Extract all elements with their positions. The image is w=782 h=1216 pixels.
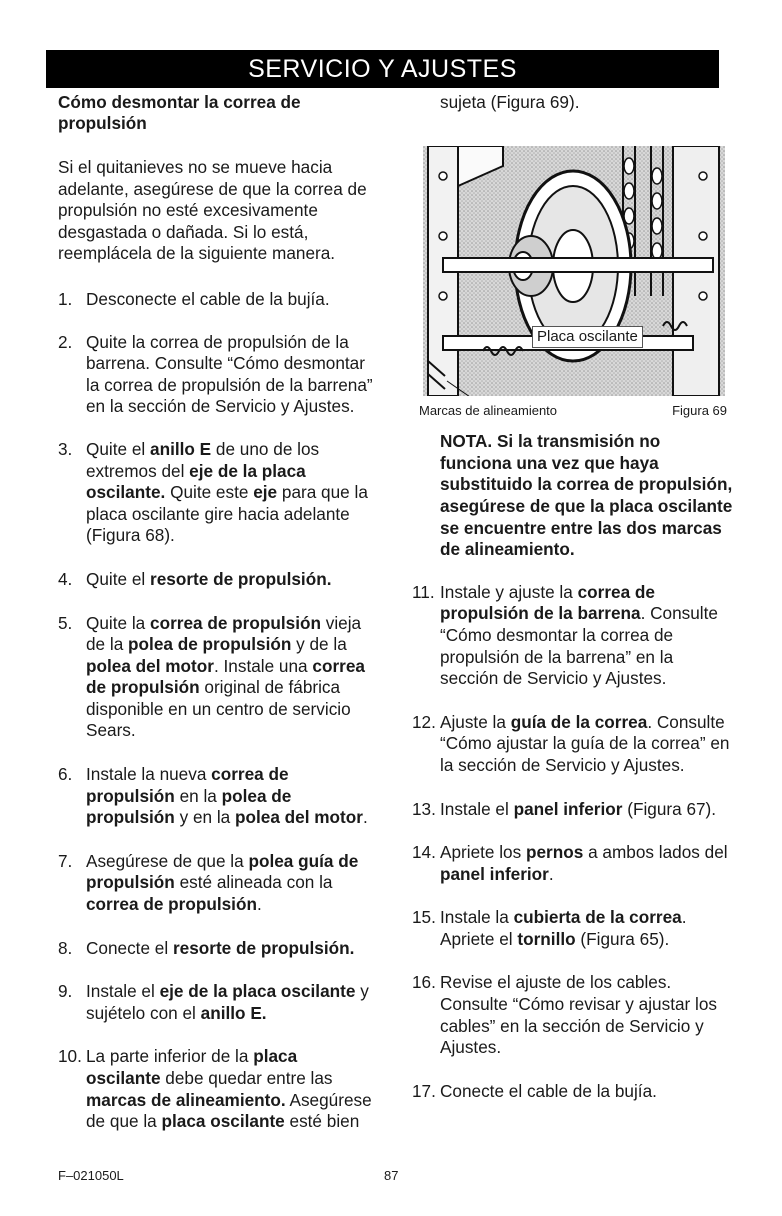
step-item [58,569,376,591]
step-number: 14. [412,842,436,863]
step-text: (Figura 65). [575,928,670,949]
step-text: Asegúrese de que la [86,850,249,871]
step-number: 10. [58,1046,82,1067]
step-bold-term: anillo E [150,438,212,459]
figure-caption [413,400,733,422]
step-bold-term: eje de la placa oscilante. [86,460,306,503]
step-text: . Consulte “Cómo desmontar la correa de propulsión de la barrena” en la sección de Servicio y Ajustes. [440,603,718,689]
step-text: Revise el ajuste de los cables. Consulte “Cómo revisar y ajustar los cables” en la sección de Servicio y Ajustes. [440,972,718,1058]
step-text: Conecte el cable de la bujía. [440,1080,657,1101]
step-bold-term: placa oscilante [161,1111,285,1132]
step-item [58,332,376,418]
step-bold-term: polea de propulsión [128,634,292,655]
step-text: Quite el [86,438,151,459]
step-text: debe quedar entre las [160,1068,333,1088]
step-item [58,851,376,916]
step-number: 4. [58,568,73,589]
doc-code: F–021050L [58,1168,124,1183]
figure-69 [423,146,725,396]
step-text: Ajuste la [440,711,511,732]
step-text: (Figura 67). [622,798,717,819]
step-bold-term: correa de propulsión [150,612,321,633]
intro-paragraph: Si el quitanieves no se mueve hacia adelante, asegúrese de que la correa de propulsión no esté excesivamente desgastada o dañada. Si lo está, reemplácela de la siguiente manera. [58,157,367,264]
step-text: esté bien [284,1111,360,1132]
step-text: Instale la nueva [86,764,212,785]
step-text: Instale y ajuste la [440,581,578,602]
left-column [58,92,376,1133]
step-text: Instale la [440,907,514,928]
step-item [58,289,376,311]
step-text: y en la [174,807,235,828]
left-step-list [58,289,376,1133]
step-bold-term: pernos [525,842,584,863]
step-text: a ambos lados del [583,842,728,863]
caption-alignment-marks: Marcas de alineamiento [419,402,558,418]
step-text: y sujételo con el [86,981,369,1023]
step-item [413,712,733,777]
step-text: . Consulte “Cómo ajustar la guía de la correa” en la sección de Servicio y Ajustes. [440,711,730,775]
step-text: . Instale una [213,655,313,676]
step-bold-term: correa de propulsión [86,894,257,915]
step-bold-term: polea del motor [86,655,214,676]
transmission-illustration [423,146,725,396]
step-text: en la [174,785,222,806]
continuation-text: sujeta (Figura 69). [440,92,580,112]
step-text: vieja de la [86,612,362,655]
step-bold-term: eje [253,482,278,503]
step-text: . [548,863,554,884]
step-bold-term: eje de la placa oscilante [159,981,356,1002]
section-title-banner: SERVICIO Y AJUSTES [46,50,719,88]
figure-label-placa: Placa oscilante [532,326,643,348]
section-heading: Cómo desmontar la correa de propulsión [58,92,301,133]
step-item [413,972,733,1058]
step-bold-term: polea de propulsión [86,785,292,828]
step-item [58,764,376,829]
step-number: 9. [58,981,73,1002]
step-text: Quite este [165,482,254,503]
step-bold-term: anillo E. [200,1002,267,1023]
step-bold-term: polea guía de propulsión [86,850,359,893]
step-item [58,1046,376,1132]
step-text: y de la [291,634,347,655]
right-column [413,92,733,1102]
step-bold-term: placa oscilante [86,1046,298,1088]
step-text: Conecte el [86,937,173,958]
step-text: original de fábrica disponible en un centro de servicio Sears. [86,677,351,741]
step-number: 6. [58,764,73,785]
step-text: Quite la correa de propulsión de la barrena. Consulte “Cómo desmontar la correa de propulsión de la barrena” en la sección de Servicio y Ajustes. [86,331,373,417]
note-paragraph: NOTA. Si la transmisión no funciona una vez que haya substituido la correa de propulsión, asegúrese de que la placa oscilante se encuentre entre las dos marcas de alineamiento. [440,431,733,560]
step-item [58,981,376,1024]
step-text: Quite la [86,612,151,633]
step-item [58,439,376,547]
step-text: Quite el [86,568,151,589]
step-bold-term: correa de propulsión [86,764,289,806]
step-number: 15. [412,907,436,928]
step-bold-term: panel inferior [513,798,623,819]
step-item [413,1081,733,1103]
step-number: 8. [58,937,73,958]
step-item [58,938,376,960]
step-bold-term: marcas de alineamiento. [86,1089,286,1110]
step-number: 17. [412,1080,436,1101]
step-text: La parte inferior de la [86,1046,254,1067]
step-item [413,582,733,690]
step-bold-term: polea del motor [235,807,363,828]
step-number: 11. [412,581,435,602]
step-number: 7. [58,850,73,871]
step-text: . Apriete el [440,907,687,949]
step-number: 5. [58,612,73,633]
step-number: 13. [412,798,436,819]
step-text: esté alineada con la [174,872,333,893]
step-number: 12. [412,711,436,732]
step-bold-term: guía de la correa [510,711,648,732]
step-number: 3. [58,438,73,459]
step-bold-term: correa de propulsión de la barrena [440,581,655,624]
step-item [58,613,376,743]
step-bold-term: tornillo [517,928,576,949]
caption-figure-number: Figura 69 [672,402,727,418]
step-number: 2. [58,331,73,352]
step-text: Apriete los [440,842,526,863]
step-text: Instale el [86,981,160,1002]
step-item [413,907,733,950]
step-item [413,842,733,885]
step-text: . [362,807,368,828]
step-text: de uno de los extremos del [86,438,320,481]
step-text: Instale el [440,798,514,819]
step-bold-term: resorte de propulsión. [172,937,355,958]
page-number: 87 [384,1168,399,1183]
step-bold-term: resorte de propulsión. [150,568,332,589]
step-text: Desconecte el cable de la bujía. [86,288,330,309]
step-number: 1. [58,288,73,309]
step-bold-term: panel inferior [440,863,549,884]
right-step-list [413,582,733,1103]
step-text: Asegúrese de que la [86,1089,372,1132]
step-text: para que la placa oscilante gire hacia adelante (Figura 68). [86,482,368,546]
step-item [413,799,733,821]
step-number: 16. [412,972,436,993]
step-text: . [256,894,262,915]
step-bold-term: cubierta de la correa [513,907,682,928]
step-bold-term: correa de propulsión [86,655,365,698]
